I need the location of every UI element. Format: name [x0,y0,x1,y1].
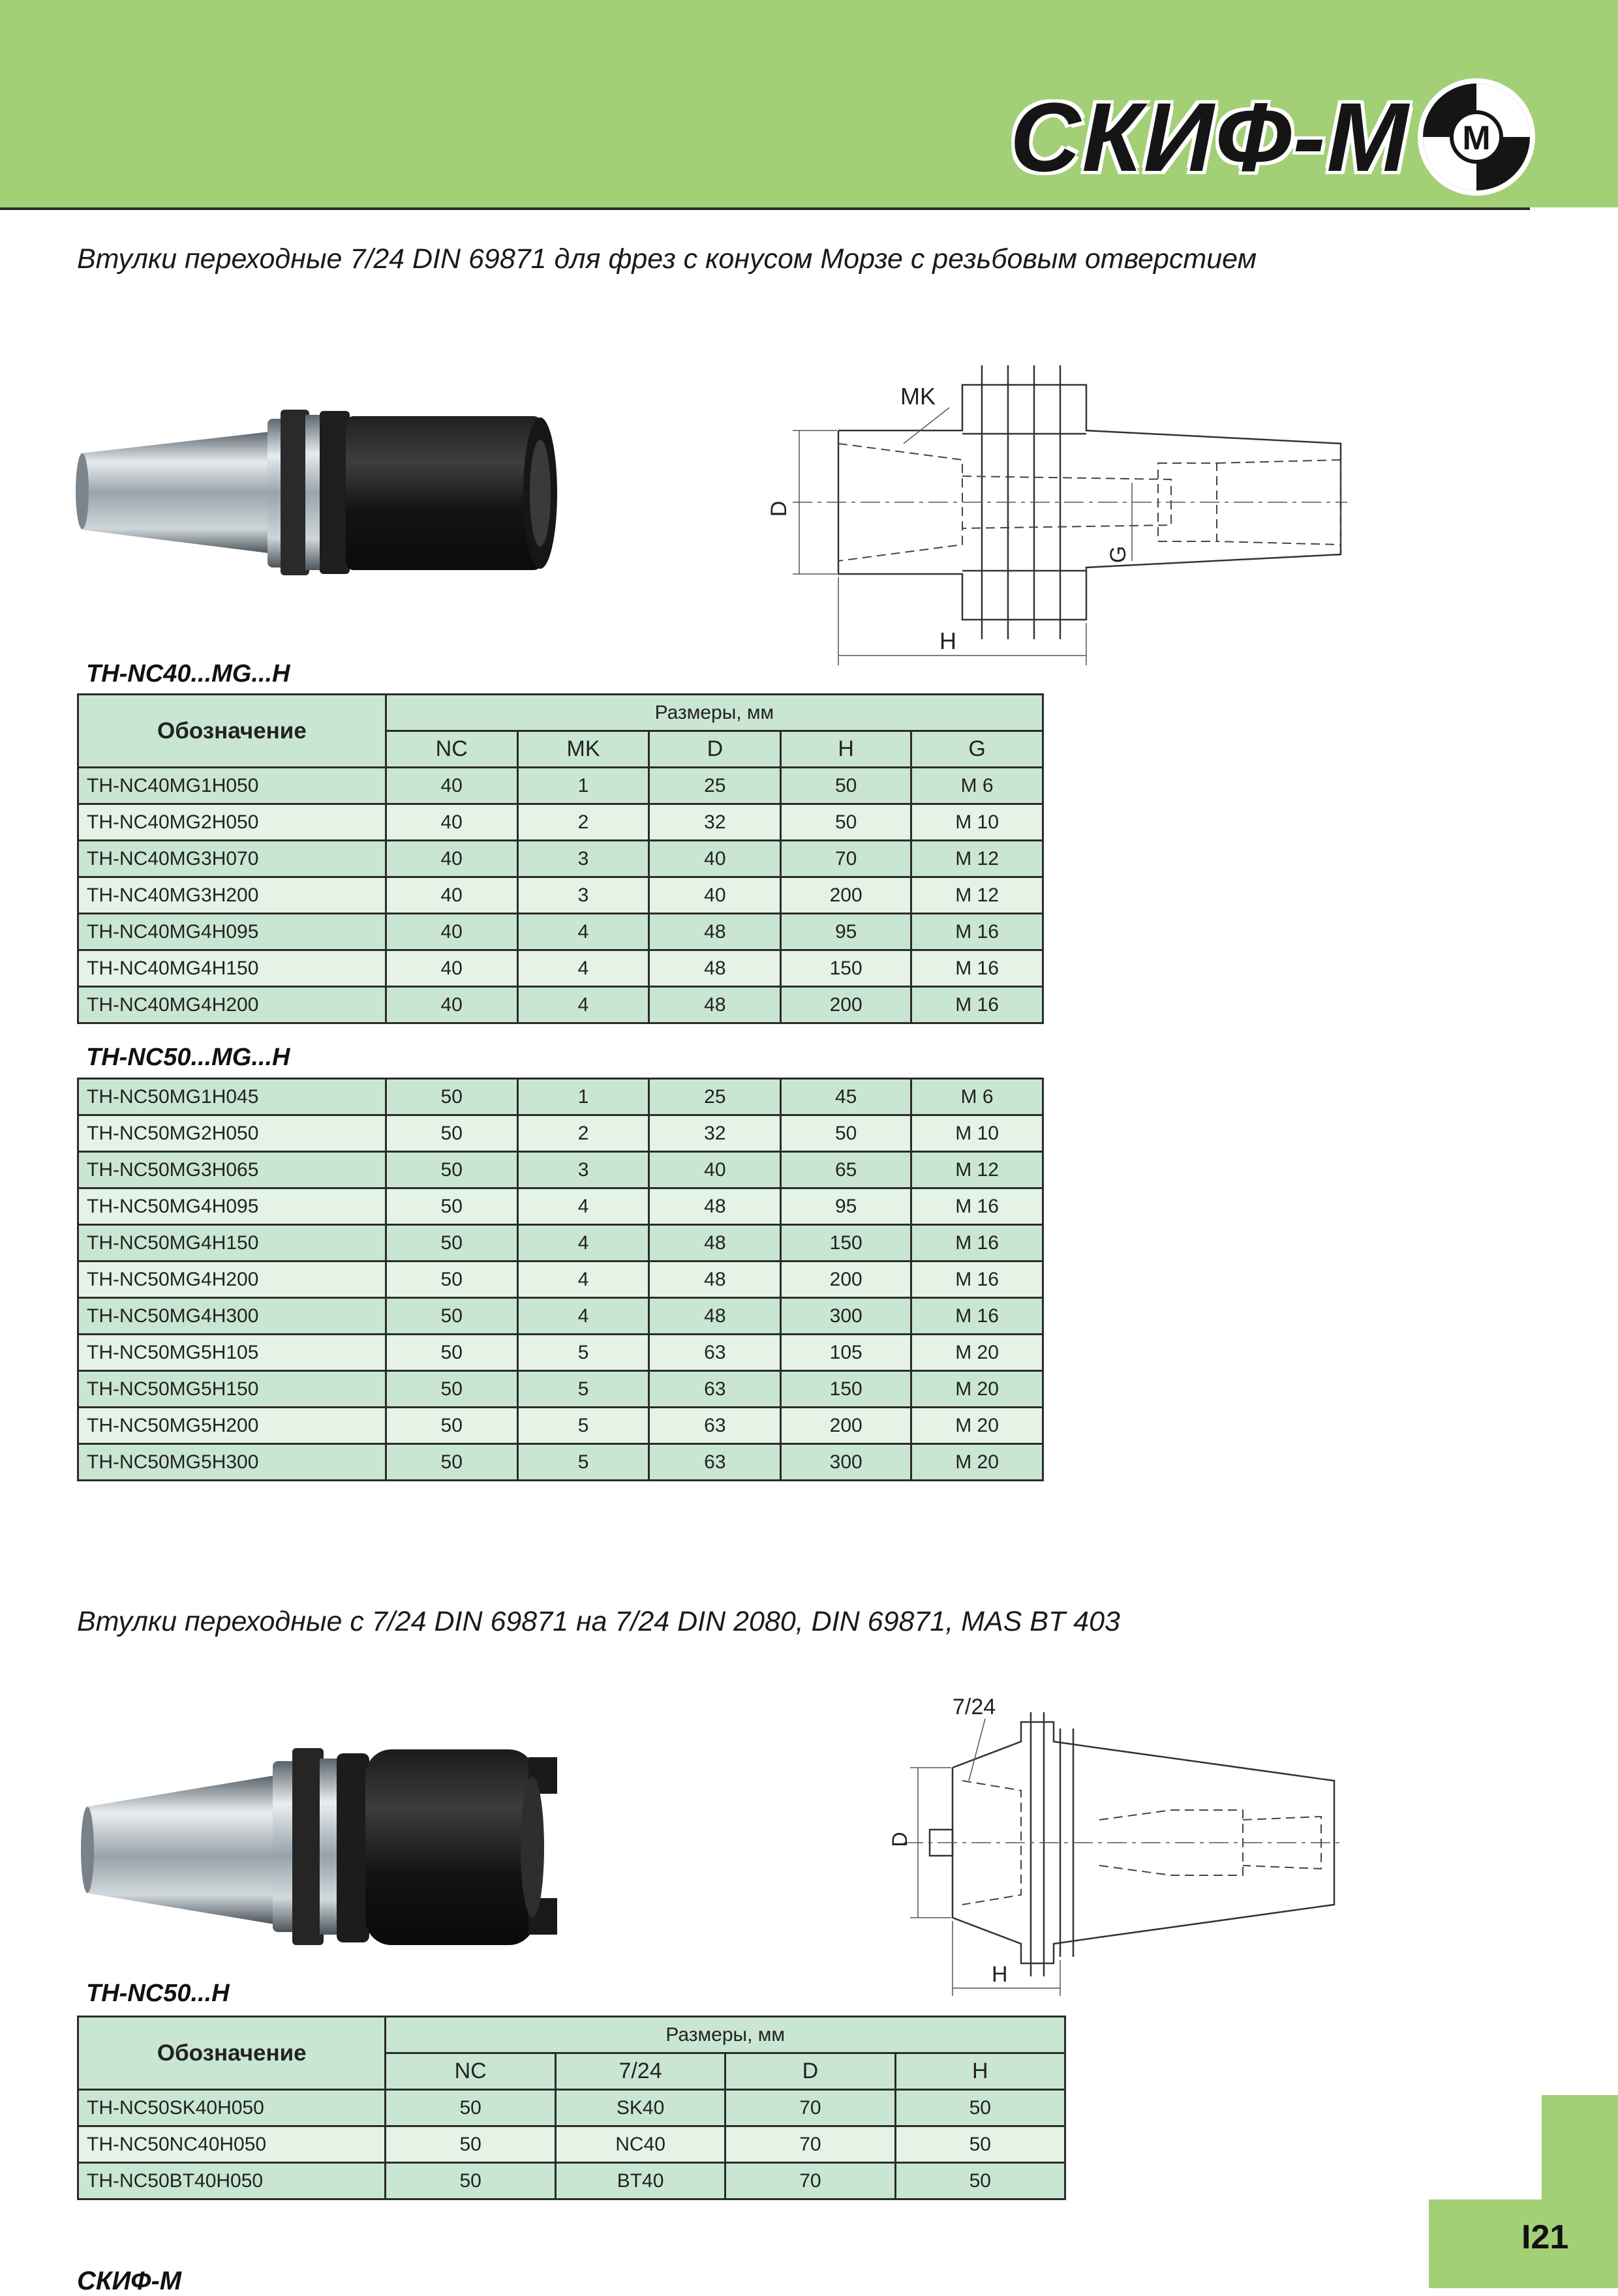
table-row [78,1225,1043,1261]
table-row [78,950,1043,987]
row-code-cell: TH-NC50MG5H300 [78,1444,386,1481]
row-value-cell: 105 [781,1335,911,1371]
row-value-cell: 40 [649,841,781,877]
row-value-cell: 40 [649,1152,781,1188]
row-value-cell: 65 [781,1152,911,1188]
row-value-cell: 50 [386,2126,555,2163]
table-row [78,1152,1043,1188]
row-value-cell: 40 [386,841,517,877]
brand-emblem-letter: M [1462,119,1491,157]
row-code-cell: TH-NC40MG3H070 [78,841,386,877]
row-value-cell: 200 [781,987,911,1023]
row-value-cell: 63 [649,1371,781,1408]
table-row [78,1115,1043,1152]
table-row [78,768,1043,804]
row-code-cell: TH-NC50MG4H200 [78,1261,386,1298]
header-col-mk: MK [517,731,649,768]
row-value-cell: 63 [649,1408,781,1444]
row-code-cell: TH-NC50MG1H045 [78,1079,386,1115]
row-code-cell: TH-NC40MG3H200 [78,877,386,914]
row-value-cell: 50 [895,2090,1065,2126]
row-value-cell: NC40 [555,2126,725,2163]
row-value-cell: 40 [649,877,781,914]
row-value-cell: 2 [517,1115,649,1152]
table-row [78,1335,1043,1371]
row-value-cell: 40 [386,950,517,987]
row-value-cell: BT40 [555,2163,725,2199]
table-row [78,804,1043,841]
header-col-d: D [725,2053,895,2090]
drawing-label-h2: H [992,1962,1008,1987]
row-value-cell: 48 [649,1188,781,1225]
spec-table-nc50mg [77,1078,1044,1481]
table-row [78,841,1043,877]
row-value-cell: 50 [386,1115,517,1152]
row-value-cell: 300 [781,1444,911,1481]
row-value-cell: 50 [781,768,911,804]
row-value-cell: M 20 [911,1371,1043,1408]
row-value-cell: 25 [649,768,781,804]
row-value-cell: M 12 [911,1152,1043,1188]
row-value-cell: 4 [517,914,649,950]
table-row [78,2126,1065,2163]
row-value-cell: M 16 [911,1298,1043,1335]
row-value-cell: 4 [517,1225,649,1261]
row-value-cell: 4 [517,950,649,987]
row-value-cell: 50 [386,1298,517,1335]
table-row [78,987,1043,1023]
row-value-cell: M 20 [911,1444,1043,1481]
row-code-cell: TH-NC50BT40H050 [78,2163,386,2199]
brand-logo [1010,68,1538,205]
row-value-cell: 50 [386,2163,555,2199]
row-code-cell: TH-NC50SK40H050 [78,2090,386,2126]
row-value-cell: 5 [517,1335,649,1371]
row-value-cell: 300 [781,1298,911,1335]
header-col-h: H [895,2053,1065,2090]
row-value-cell: 32 [649,1115,781,1152]
row-value-cell: 48 [649,987,781,1023]
brand-logo-text: СКИФ-М [1010,82,1410,192]
row-value-cell: M 16 [911,950,1043,987]
row-value-cell: M 20 [911,1408,1043,1444]
table-body-nc50mg [78,1079,1043,1481]
row-value-cell: 50 [386,1371,517,1408]
row-value-cell: 5 [517,1408,649,1444]
row-value-cell: 3 [517,841,649,877]
page-number: I21 [1521,2218,1569,2256]
table-row [78,2163,1065,2199]
row-value-cell: 63 [649,1444,781,1481]
row-value-cell: 3 [517,1152,649,1188]
series-label-nc50h: TH-NC50...H [86,1980,230,2007]
row-value-cell: M 6 [911,1079,1043,1115]
table-row [78,1444,1043,1481]
row-code-cell: TH-NC40MG1H050 [78,768,386,804]
row-value-cell: 32 [649,804,781,841]
row-code-cell: TH-NC50MG4H300 [78,1298,386,1335]
row-value-cell: 150 [781,950,911,987]
row-value-cell: 70 [725,2090,895,2126]
row-code-cell: TH-NC50MG2H050 [78,1115,386,1152]
row-value-cell: 40 [386,987,517,1023]
drawing-label-d: D [767,500,791,517]
row-value-cell: 50 [386,1188,517,1225]
row-value-cell: 95 [781,914,911,950]
row-value-cell: 50 [895,2163,1065,2199]
row-value-cell: 4 [517,1298,649,1335]
row-value-cell: 200 [781,1408,911,1444]
header-col-d: D [649,731,781,768]
row-value-cell: M 16 [911,1261,1043,1298]
row-value-cell: M 6 [911,768,1043,804]
row-code-cell: TH-NC40MG2H050 [78,804,386,841]
row-value-cell: 50 [781,1115,911,1152]
section2-title: Втулки переходные с 7/24 DIN 69871 на 7/24 DIN 2080, DIN 69871, MAS BT 403 [77,1606,1120,1637]
row-value-cell: M 16 [911,1188,1043,1225]
row-code-cell: TH-NC50NC40H050 [78,2126,386,2163]
adapter-sleeve-photo [73,385,569,587]
row-value-cell: 48 [649,914,781,950]
row-value-cell: 50 [386,1261,517,1298]
section2-technical-drawing [864,1689,1347,2002]
table-body-nc50h [78,2090,1065,2199]
series-label-nc40: TH-NC40...MG...H [86,660,290,687]
row-value-cell: M 16 [911,914,1043,950]
header-col-h: H [781,731,911,768]
row-value-cell: 1 [517,768,649,804]
row-code-cell: TH-NC50MG3H065 [78,1152,386,1188]
row-value-cell: 50 [386,1152,517,1188]
row-value-cell: 4 [517,1261,649,1298]
row-value-cell: 50 [386,1225,517,1261]
row-value-cell: 150 [781,1225,911,1261]
row-value-cell: 4 [517,1188,649,1225]
row-code-cell: TH-NC50MG4H095 [78,1188,386,1225]
row-value-cell: 70 [725,2126,895,2163]
row-value-cell: 40 [386,768,517,804]
row-value-cell: 50 [386,1335,517,1371]
row-code-cell: TH-NC40MG4H150 [78,950,386,987]
table-row [78,1371,1043,1408]
spec-table-nc50h [77,2016,1066,2200]
row-code-cell: TH-NC40MG4H200 [78,987,386,1023]
row-value-cell: 50 [386,2090,555,2126]
row-value-cell: 2 [517,804,649,841]
table-row [78,1188,1043,1225]
table-row [78,914,1043,950]
row-value-cell: 50 [386,1444,517,1481]
drawing-label-d2: D [888,1832,911,1847]
row-value-cell: 48 [649,1261,781,1298]
row-value-cell: M 10 [911,804,1043,841]
row-value-cell: M 10 [911,1115,1043,1152]
header-code: Обозначение [78,695,386,768]
series-label-nc50mg: TH-NC50...MG...H [86,1044,290,1071]
row-value-cell: 200 [781,877,911,914]
footer-brand: СКИФ-М [77,2267,182,2295]
row-value-cell: M 16 [911,1225,1043,1261]
header-dimensions: Размеры, мм [386,695,1043,731]
row-value-cell: 40 [386,804,517,841]
header-col-nc: NC [386,2053,555,2090]
row-value-cell: 63 [649,1335,781,1371]
header-col-nc: NC [386,731,517,768]
row-code-cell: TH-NC40MG4H095 [78,914,386,950]
row-value-cell: 45 [781,1079,911,1115]
header-code: Обозначение [78,2017,386,2090]
table-header-row [78,2017,1065,2053]
footer-band [1542,2095,1618,2199]
row-code-cell: TH-NC50MG4H150 [78,1225,386,1261]
row-value-cell: 95 [781,1188,911,1225]
drawing-label-mk: MK [900,383,936,410]
row-value-cell: 70 [725,2163,895,2199]
row-value-cell: 48 [649,1225,781,1261]
drawing-label-taper: 7/24 [953,1695,996,1719]
brand-emblem-icon [1414,75,1538,199]
row-value-cell: M 12 [911,877,1043,914]
row-value-cell: 70 [781,841,911,877]
taper-adapter-photo [78,1735,574,1963]
row-code-cell: TH-NC50MG5H105 [78,1335,386,1371]
row-value-cell: 3 [517,877,649,914]
table-row [78,1298,1043,1335]
row-value-cell: 150 [781,1371,911,1408]
table-row [78,1261,1043,1298]
row-value-cell: 5 [517,1444,649,1481]
row-value-cell: M 16 [911,987,1043,1023]
row-value-cell: 40 [386,914,517,950]
row-value-cell: 50 [895,2126,1065,2163]
table-row [78,1408,1043,1444]
row-code-cell: TH-NC50MG5H200 [78,1408,386,1444]
row-value-cell: 200 [781,1261,911,1298]
row-value-cell: SK40 [555,2090,725,2126]
row-value-cell: 50 [781,804,911,841]
row-code-cell: TH-NC50MG5H150 [78,1371,386,1408]
row-value-cell: 50 [386,1079,517,1115]
table-body-nc40 [78,768,1043,1023]
row-value-cell: 48 [649,1298,781,1335]
row-value-cell: 4 [517,987,649,1023]
section1-technical-drawing [767,346,1354,665]
section1-title: Втулки переходные 7/24 DIN 69871 для фрез с конусом Морзе с резьбовым отверстием [77,243,1257,275]
drawing-label-h: H [939,627,956,654]
spec-table-nc40 [77,693,1044,1024]
row-value-cell: 48 [649,950,781,987]
table-row [78,877,1043,914]
row-value-cell: 1 [517,1079,649,1115]
table-row [78,1079,1043,1115]
row-value-cell: 40 [386,877,517,914]
header-col-taper: 7/24 [555,2053,725,2090]
row-value-cell: 5 [517,1371,649,1408]
header-divider [0,207,1530,210]
header-dimensions: Размеры, мм [386,2017,1065,2053]
row-value-cell: M 12 [911,841,1043,877]
header-col-g: G [911,731,1043,768]
row-value-cell: 50 [386,1408,517,1444]
drawing-label-g: G [1106,545,1131,564]
table-header-row [78,695,1043,731]
row-value-cell: M 20 [911,1335,1043,1371]
row-value-cell: 25 [649,1079,781,1115]
table-row [78,2090,1065,2126]
